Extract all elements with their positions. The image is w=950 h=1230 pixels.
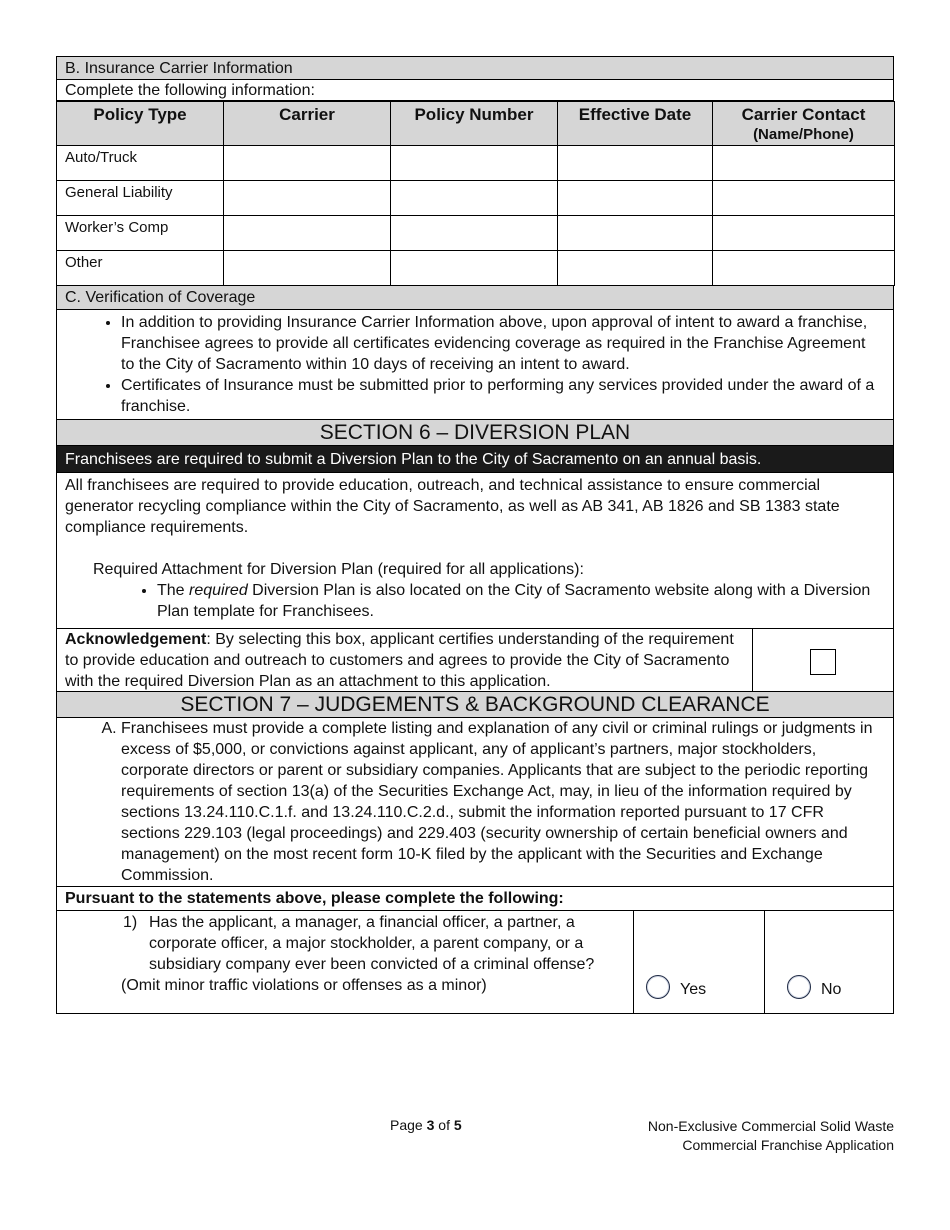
question-1-no-option[interactable] xyxy=(765,911,893,1013)
question-1-text xyxy=(57,911,634,1013)
no-label: No xyxy=(821,981,842,998)
document-title-line-1: Non-Exclusive Commercial Solid Waste xyxy=(647,1118,894,1134)
policy-number-input-cell[interactable] xyxy=(391,251,558,286)
carrier-input-cell[interactable] xyxy=(224,216,391,251)
carrier-contact-input-cell[interactable] xyxy=(713,216,895,251)
question-1-omit-note: (Omit minor traffic violations or offenses as a minor) xyxy=(121,977,487,994)
carrier-input-cell[interactable] xyxy=(224,181,391,216)
header-carrier: Carrier xyxy=(224,102,391,146)
no-radio[interactable] xyxy=(787,975,811,999)
carrier-contact-input-cell[interactable] xyxy=(713,181,895,216)
header-policy-type: Policy Type xyxy=(57,102,224,146)
policy-number-input-cell[interactable] xyxy=(391,181,558,216)
yes-label: Yes xyxy=(680,981,707,998)
effective-date-input-cell[interactable] xyxy=(558,216,713,251)
required-attachment-label: Required Attachment for Diversion Plan (required for all applications): xyxy=(93,561,584,578)
policy-type-cell: Other xyxy=(57,251,224,286)
acknowledgement-checkbox[interactable] xyxy=(810,649,836,675)
diversion-plan-bullet: • The required Diversion Plan is also located on the City of Sacramento website along with a Diversion Plan template for Franchisees. xyxy=(157,580,883,622)
effective-date-input-cell[interactable] xyxy=(558,146,713,181)
section-6-title: SECTION 6 – DIVERSION PLAN xyxy=(56,420,894,446)
diversion-plan-body xyxy=(56,473,894,629)
acknowledgement-text: Acknowledgement: By selecting this box, applicant certifies understanding of the requirement to provide education and outreach to customers and agrees to provide the City of Sacramento with the required Diversion Plan as an attachment to this application. xyxy=(57,629,753,691)
table-row xyxy=(57,181,895,216)
header-carrier-contact: Carrier Contact (Name/Phone) xyxy=(713,102,895,146)
question-1-row xyxy=(56,911,894,1014)
carrier-contact-input-cell[interactable] xyxy=(713,251,895,286)
question-1-body: Has the applicant, a manager, a financial officer, a partner, a corporate officer, a major stockholder, a parent company, or a subsidiary company ever been convicted of a criminal offense? xyxy=(149,914,595,973)
carrier-contact-input-cell[interactable] xyxy=(713,146,895,181)
acknowledgement-row xyxy=(56,629,894,692)
insurance-carrier-table xyxy=(56,101,895,286)
effective-date-input-cell[interactable] xyxy=(558,181,713,216)
question-1-number: 1) xyxy=(123,914,138,931)
policy-type-cell: Worker’s Comp xyxy=(57,216,224,251)
header-policy-number: Policy Number xyxy=(391,102,558,146)
coverage-bullet: • Certificates of Insurance must be submitted prior to performing any services provided under the award of a franchise. xyxy=(121,375,875,417)
section-7-title: SECTION 7 – JUDGEMENTS & BACKGROUND CLEARANCE xyxy=(56,692,894,718)
policy-number-input-cell[interactable] xyxy=(391,146,558,181)
table-row xyxy=(57,216,895,251)
section-c-bullets xyxy=(56,310,894,420)
document-title-line-2: Commercial Franchise Application xyxy=(682,1137,894,1153)
diversion-plan-paragraph: All franchisees are required to provide education, outreach, and technical assistance to ensure commercial generator recycling compliance within the City of Sacramento, as well as AB 341, AB 1826 and SB 1383 state compliance requirements. xyxy=(65,477,840,536)
policy-number-input-cell[interactable] xyxy=(391,216,558,251)
diversion-plan-banner: Franchisees are required to submit a Diversion Plan to the City of Sacramento on an annual basis. xyxy=(56,446,894,473)
judgements-body xyxy=(56,718,894,887)
form-frame xyxy=(56,56,894,1014)
section-c-heading: C. Verification of Coverage xyxy=(56,286,894,310)
insurance-table-header-row xyxy=(57,102,895,146)
policy-type-cell: Auto/Truck xyxy=(57,146,224,181)
effective-date-input-cell[interactable] xyxy=(558,251,713,286)
document-title-footer xyxy=(648,1117,894,1155)
header-carrier-contact-sub: (Name/Phone) xyxy=(753,126,854,143)
table-row xyxy=(57,146,895,181)
page-number: Page 3 of 5 xyxy=(390,1117,462,1133)
judgements-item-a: A. Franchisees must provide a complete listing and explanation of any civil or criminal rulings or judgments in excess of $5,000, or convictions against applicant, any of applicant’s partners, major stockholders, corporate directors or parent or subsidiary companies. Applicants that are subject to the periodic reporting requirements of section 13(a) of the Securities Exchange Act, may, in lieu of the information required by sections 13.24.110.C.1.f. and 13.24.110.C.2.d., submit the information reported pursuant to 17 CFR sections 229.103 (legal proceedings) and 229.403 (security ownership of certain beneficial owners and management) on the most recent form 10-K filed by the applicant with the Securities and Exchange Commission. xyxy=(121,718,883,886)
acknowledgement-box-cell xyxy=(753,629,893,691)
section-b-heading: B. Insurance Carrier Information xyxy=(56,56,894,80)
policy-type-cell: General Liability xyxy=(57,181,224,216)
carrier-input-cell[interactable] xyxy=(224,251,391,286)
carrier-input-cell[interactable] xyxy=(224,146,391,181)
section-b-instruction: Complete the following information: xyxy=(56,80,894,101)
yes-radio[interactable] xyxy=(646,975,670,999)
question-1-yes-option[interactable] xyxy=(634,911,765,1013)
coverage-bullet: • In addition to providing Insurance Carrier Information above, upon approval of intent to award a franchise, Franchisee agrees to provide all certificates evidencing coverage as required in the Franchise Agreement to the City of Sacramento within 10 days of receiving an intent to award. xyxy=(121,312,875,375)
table-row xyxy=(57,251,895,286)
header-effective-date: Effective Date xyxy=(558,102,713,146)
pursuant-heading: Pursuant to the statements above, please complete the following: xyxy=(56,887,894,911)
